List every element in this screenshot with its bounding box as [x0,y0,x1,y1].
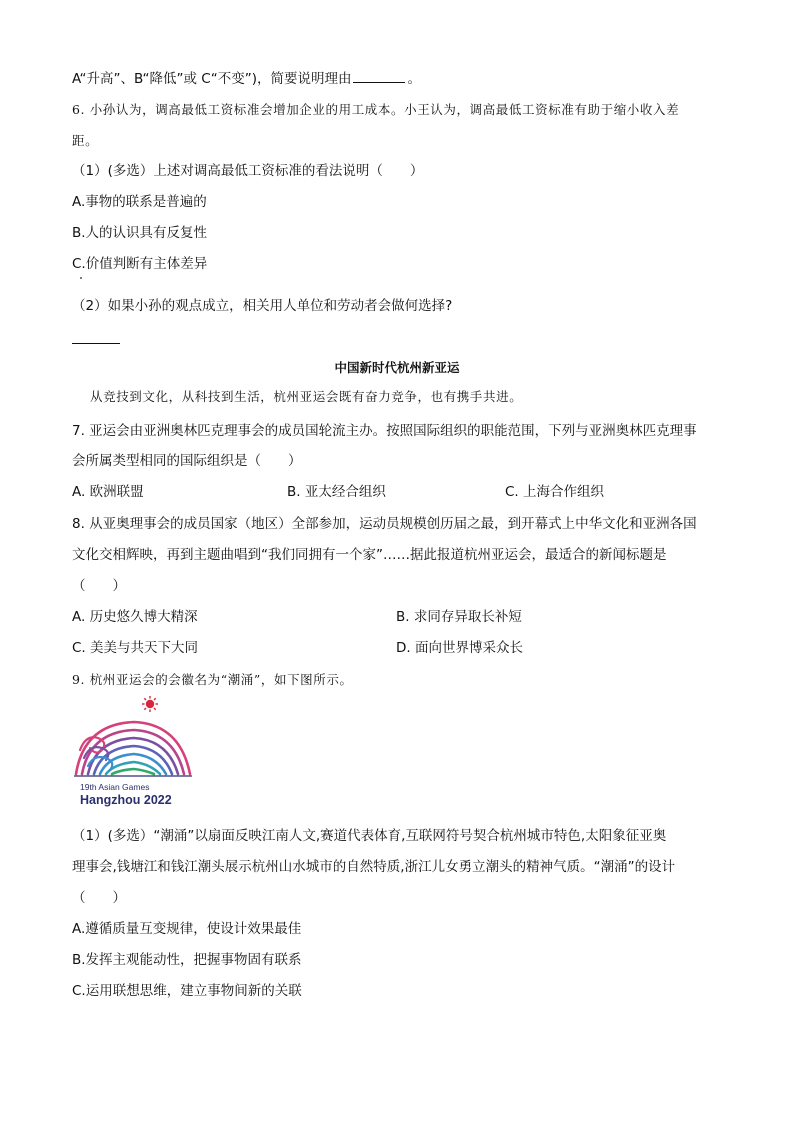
q5-tail-text: A“升高”、B“降低”或 C“不变”)，简要说明理由 [72,71,352,87]
q8-stem-line1: 8. 从亚奥理事会的成员国家（地区）全部参加，运动员规模创历届之最，到开幕式上中华文化和亚洲各国 [72,516,697,532]
logo-caption-line2: Hangzhou 2022 [80,793,172,807]
q9-option-b: B.发挥主观能动性，把握事物固有联系 [72,952,302,968]
q9-sub1-line2: 理事会,钱塘江和钱江潮头展示杭州山水城市的自然特质,浙江儿女勇立潮头的精神气质。“潮涌”的设计 [72,859,676,875]
chaoyong-emblem-icon [72,694,194,782]
q9-option-a: A.遵循质量互变规律，使设计效果最佳 [72,921,302,937]
q7-stem-line1: 7. 亚运会由亚洲奥林匹克理事会的成员国轮流主办。按照国际组织的职能范围，下列与亚洲奥林匹克理事 [72,423,697,439]
q9-option-c: C.运用联想思维，建立事物间新的关联 [72,983,302,999]
q8-stem-line2: 文化交相辉映，再到主题曲唱到“我们同拥有一个家”……据此报道杭州亚运会，最适合的新闻标题是 [72,547,667,563]
q9-sub1-line3: （ ） [72,890,126,906]
section-subtitle: 从竞技到文化，从科技到生活，杭州亚运会既有奋力竞争，也有携手共进。 [90,389,523,404]
q8-option-a: A. 历史悠久博大精深 [72,609,198,625]
q7-option-a: A. 欧洲联盟 [72,484,144,500]
q6-sub1: （1）(多选）上述对调高最低工资标准的看法说明（ ） [72,163,424,179]
q6-option-c: C.价值判断有主体差异 [72,256,208,272]
q6-option-a: A.事物的联系是普遍的 [72,194,207,210]
q6-option-b: B.人的认识具有反复性 [72,225,208,241]
q7-option-b: B. 亚太经合组织 [287,484,386,500]
q8-option-b: B. 求同存异取长补短 [396,609,522,625]
q8-option-c: C. 美美与共天下大同 [72,640,199,656]
logo-caption-line1: 19th Asian Games [80,782,150,792]
q6-stem-line1: 6. 小孙认为，调高最低工资标准会增加企业的用工成本。小王认为，调高最低工资标准有助于缩小收入差 [72,102,680,117]
q7-stem-line2: 会所属类型相同的国际组织是（ ） [72,453,302,469]
q6-sub2: （2）如果小孙的观点成立，相关用人单位和劳动者会做何选择? [72,298,453,314]
q5-tail-line [72,70,421,88]
q8-option-d: D. 面向世界博采众长 [396,640,523,656]
q9-stem: 9. 杭州亚运会的会徽名为“潮涌”，如下图所示。 [72,672,353,687]
q8-stem-line3: （ ） [72,578,126,594]
q5-tail-period: 。 [407,71,421,87]
answer-blank [353,70,405,83]
section-title: 中国新时代杭州新亚运 [334,360,460,375]
q6-stem-line2: 距。 [72,133,99,148]
stray-dot [80,277,82,279]
hangzhou-asian-games-logo [72,694,194,814]
answer-rule [72,343,120,344]
q9-sub1-line1: （1）(多选）“潮涌”以扇面反映江南人文,赛道代表体育,互联网符号契合杭州城市特色,太阳象征亚奥 [72,828,667,844]
q7-option-c: C. 上海合作组织 [505,484,605,500]
